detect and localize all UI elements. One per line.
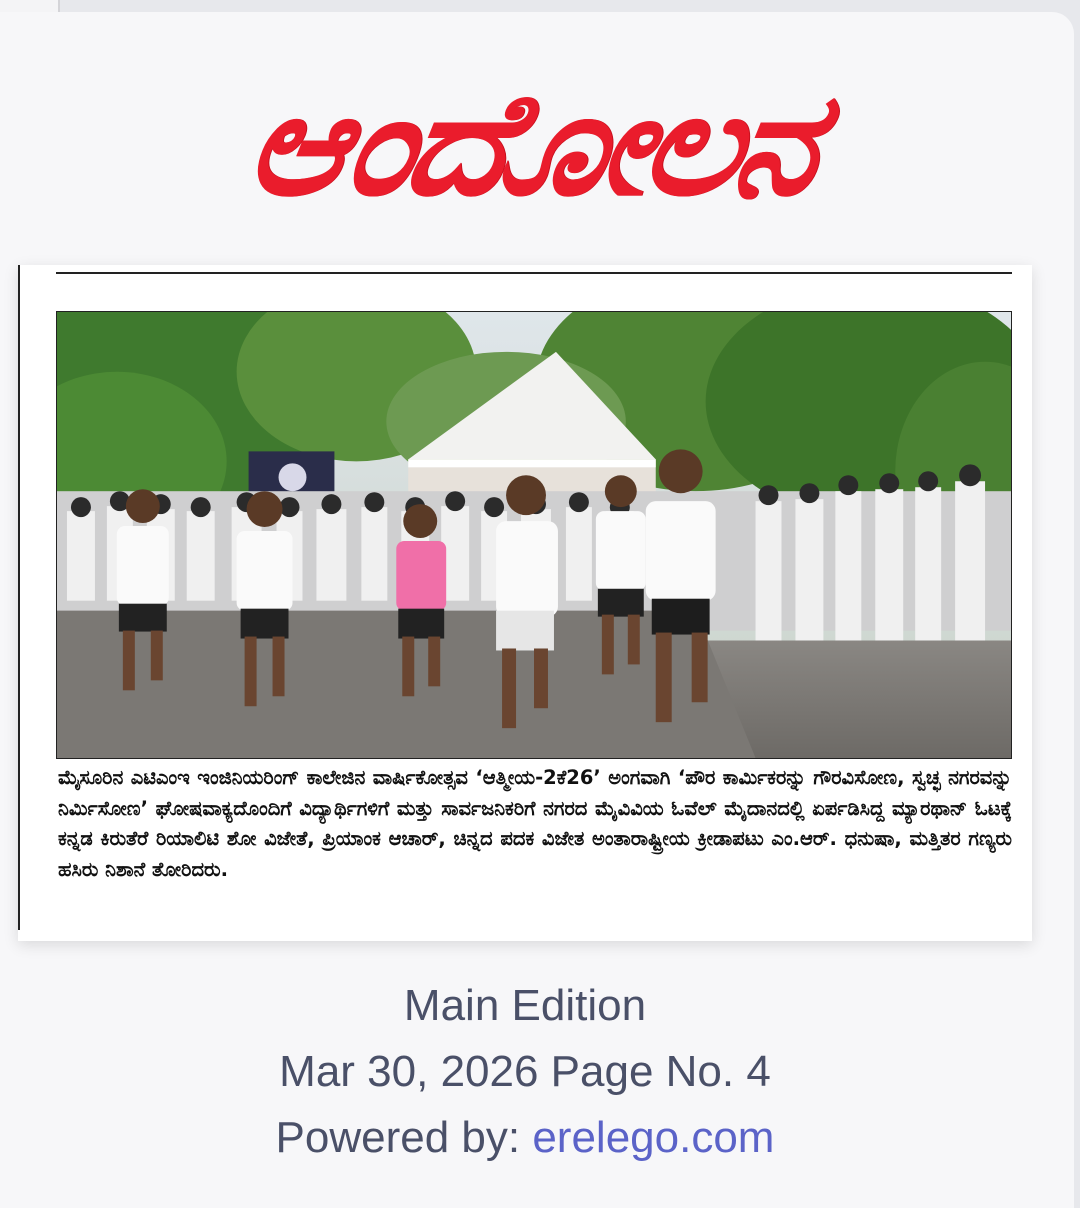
clip-top-rule — [56, 272, 1012, 274]
powered-by-line — [0, 1105, 1050, 1171]
news-clipping[interactable] — [18, 265, 1032, 941]
edition-date-page: Mar 30, 2026 Page No. 4 — [279, 1047, 771, 1096]
edition-name: Main Edition — [403, 981, 647, 1030]
clip-border — [18, 265, 20, 930]
masthead-title: ಆಂದೋಲನ — [236, 62, 824, 228]
powered-by-label: Powered by: — [275, 1113, 533, 1162]
photo-caption: ಮೈಸೂರಿನ ಎಟಿಎಂಇ ಇಂಜಿನಿಯರಿಂಗ್ ಕಾಲೇಜಿನ ವಾರ್ಷಿಕೋತ್ಸವ ‘ಆತ್ಮೀಯ-2ಕೆ26’ ಅಂಗವಾಗಿ ‘ಪೌರ ಕಾರ್ಮಿಕರನ್ನು ಗೌರವಿಸೋಣ, ಸ್ವಚ್ಛ ನಗರವನ್ನು ನಿರ್ಮಿಸೋಣ’ ಘೋಷವಾಕ್ಯದೊಂದಿಗೆ ವಿದ್ಯಾರ್ಥಿಗಳಿಗೆ ಮತ್ತು ಸಾರ್ವಜನಿಕರಿಗೆ ನಗರದ ಮೈವಿವಿಯ ಓವೆಲ್ ಮೈದಾನದಲ್ಲಿ ಏರ್ಪಡಿಸಿದ್ದ ಮ್ಯಾರಥಾನ್ ಓಟಕ್ಕೆ ಕನ್ನಡ ಕಿರುತೆರೆ ರಿಯಾಲಿಟಿ ಶೋ ವಿಜೇತೆ, ಪ್ರಿಯಾಂಕ ಆಚಾರ್, ಚಿನ್ನದ ಪದಕ ವಿಜೇತ ಅಂತಾರಾಷ್ಟ್ರೀಯ ಕ್ರೀಡಾಪಟು ಎಂ.ಆರ್. ಧನುಷಾ, ಮತ್ತಿತರ ಗಣ್ಯರು ಹಸಿರು ನಿಶಾನೆ ತೋರಿದರು. — [58, 766, 1012, 881]
erelego-link[interactable]: erelego.com — [532, 1113, 775, 1162]
marathon-photo-image — [57, 312, 1011, 758]
edition-info — [0, 973, 1050, 1171]
news-photo — [56, 311, 1012, 759]
masthead-logo — [130, 50, 930, 240]
